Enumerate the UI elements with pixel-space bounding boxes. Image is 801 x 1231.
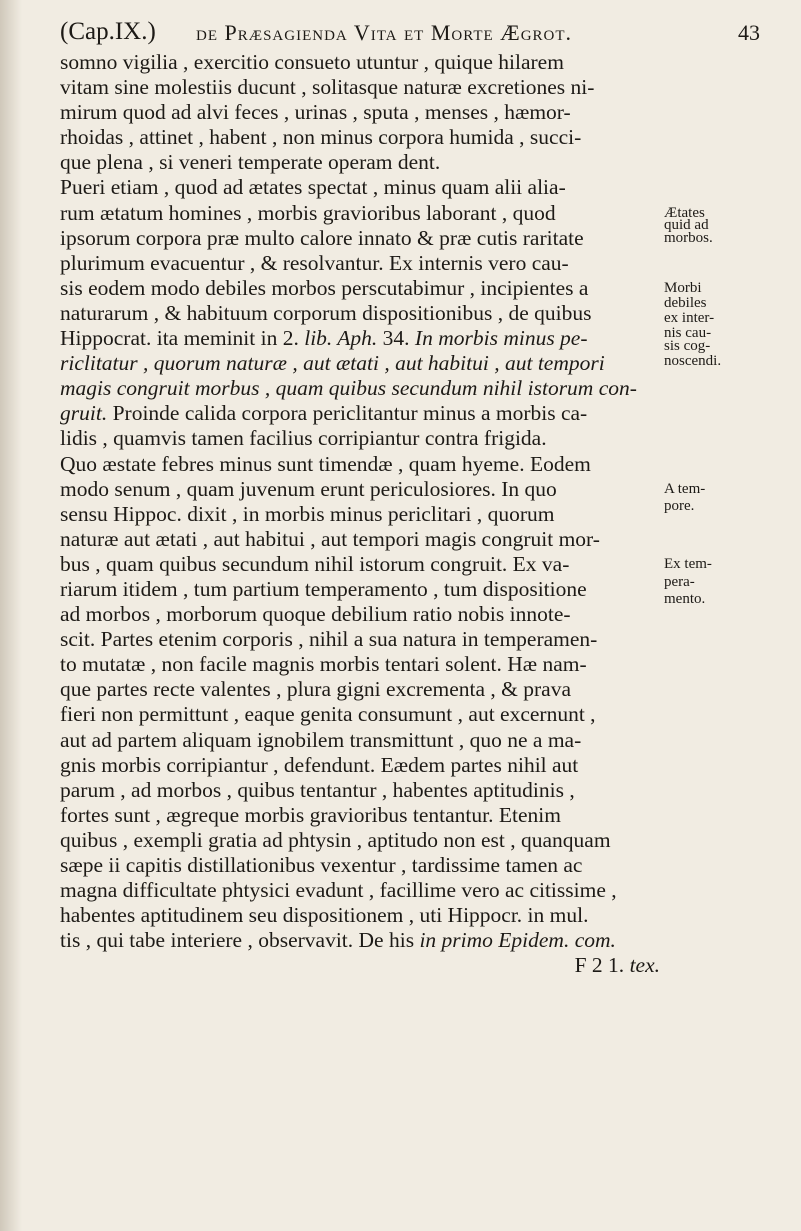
running-title: de Præsagienda Vita et Morte Ægrot.: [196, 20, 573, 45]
chapter-label: (Cap.IX.): [60, 18, 156, 45]
text-segment: Hippocrat. ita meminit in 2.: [60, 326, 305, 351]
margin-note: quid ad: [664, 217, 709, 234]
text-segment: rum ætatum homines , morbis gravioribus laborant , quod: [60, 200, 556, 225]
text-segment: F 2 1.: [574, 953, 630, 978]
text-segment: ipsorum corpora præ multo calore innato & præ cutis raritate: [60, 225, 584, 250]
text-line: [60, 577, 660, 602]
text-segment: parum , ad morbos , quibus tentantur , habentes aptitudinis ,: [60, 777, 575, 802]
text-segment: modo senum , quam juvenum erunt periculosiores. In quo: [60, 476, 557, 501]
text-segment: vitam sine molestiis ducunt , solitasque naturæ excretiones ni-: [60, 75, 595, 100]
text-segment: que partes recte valentes , plura gigni excrementa , & prava: [60, 677, 571, 702]
margin-note: Ex tem-: [664, 556, 712, 572]
text-segment: riarum itidem , tum partium temperamento , tum dispositione: [60, 576, 587, 601]
text-line: [60, 778, 660, 803]
text-segment: plurimum evacuentur , & resolvantur. Ex internis vero cau-: [60, 250, 569, 275]
text-line: [60, 276, 660, 301]
text-line: [60, 853, 660, 878]
text-line: [60, 125, 660, 150]
text-line: [60, 150, 660, 175]
margin-note: ex inter-: [664, 310, 715, 327]
text-line: [60, 728, 660, 753]
text-segment: 34.: [377, 326, 415, 351]
text-segment: sensu Hippoc. dixit , in morbis minus periclitari , quorum: [60, 501, 555, 526]
running-header: [60, 14, 760, 54]
text-segment: naturarum , & habituum corporum dispositionibus , de quibus: [60, 300, 592, 325]
text-line: [60, 753, 660, 778]
text-segment: sæpe ii capitis distillationibus vexentur , tardissime tamen ac: [60, 853, 583, 877]
text-line: [60, 251, 660, 276]
text-segment: scit. Partes etenim corporis , nihil a sua natura in temperamen-: [60, 627, 598, 652]
text-line: [60, 928, 660, 953]
italic-segment: gruit.: [60, 401, 108, 426]
text-line: [60, 878, 660, 903]
margin-note: A tem-: [664, 480, 706, 497]
text-line: [60, 201, 660, 226]
margin-note: nis cau-: [664, 325, 712, 342]
text-line: [60, 602, 660, 627]
italic-segment: riclitatur , quorum naturæ , aut ætati , aut habitui , aut tempori: [60, 351, 605, 376]
text-line: [60, 502, 660, 527]
italic-segment: magis congruit morbus , quam quibus secundum nihil istorum con-: [60, 376, 637, 401]
margin-note: Morbi: [664, 279, 702, 296]
text-segment: ad morbos , morborum quoque debilium ratio nobis innote-: [60, 602, 571, 627]
margin-note: mento.: [664, 591, 706, 608]
margin-note: noscendi.: [664, 352, 722, 369]
text-line: [60, 426, 660, 451]
text-line: [60, 452, 660, 477]
text-line: [60, 175, 660, 200]
main-text-block: [60, 50, 660, 978]
italic-segment: lib. Aph.: [304, 326, 378, 351]
text-segment: naturæ aut ætati , aut habitui , aut tempori magis congruit mor-: [60, 526, 600, 551]
italic-segment: In morbis minus pe-: [414, 326, 588, 351]
text-segment: fieri non permittunt , eaque genita consumunt , aut excernunt ,: [60, 702, 596, 727]
text-segment: mirum quod ad alvi feces , urinas , sputa , menses , hæmor-: [60, 100, 571, 125]
text-line: [60, 326, 660, 351]
italic-segment: tex.: [629, 953, 660, 978]
text-line: [60, 376, 660, 401]
text-line: [60, 627, 660, 652]
text-segment: Pueri etiam , quod ad ætates spectat , minus quam alii alia-: [60, 175, 566, 200]
text-segment: quibus , exempli gratia ad phtysin , aptitudo non est , quanquam: [60, 827, 611, 852]
margin-note: Ætates: [664, 204, 705, 221]
text-segment: to mutatæ , non facile magnis morbis tentari solent. Hæ nam-: [60, 652, 587, 677]
text-line: [60, 953, 660, 978]
text-line: [60, 401, 660, 426]
text-segment: magna difficultate phtysici evadunt , facillime vero ac citissime ,: [60, 878, 617, 903]
text-segment: Proinde calida corpora periclitantur minus a morbis ca-: [107, 401, 588, 426]
margin-note: pera-: [664, 573, 695, 590]
text-segment: sis eodem modo debiles morbos perscutabimur , incipientes a: [60, 275, 589, 300]
text-segment: lidis , quamvis tamen facilius corripiantur contra frigida.: [60, 426, 547, 451]
text-line: [60, 677, 660, 702]
text-segment: bus , quam quibus secundum nihil istorum congruit. Ex va-: [60, 551, 570, 576]
text-line: [60, 652, 660, 677]
text-segment: habentes aptitudinem seu dispositionem , uti Hippocr. in mul.: [60, 903, 589, 928]
text-line: [60, 301, 660, 326]
text-line: [60, 527, 660, 552]
text-line: [60, 552, 660, 577]
text-segment: somno vigilia , exercitio consueto utuntur , quique hilarem: [60, 50, 564, 74]
text-line: [60, 50, 660, 75]
text-segment: gnis morbis corripiantur , defendunt. Eædem partes nihil aut: [60, 752, 579, 777]
margin-note: morbos.: [664, 229, 713, 246]
text-line: [60, 226, 660, 251]
binding-shadow: [0, 0, 22, 1231]
text-segment: aut ad partem aliquam ignobilem transmittunt , quo ne a ma-: [60, 727, 582, 752]
margin-note: sis cog-: [664, 337, 711, 354]
text-segment: que plena , si veneri temperate operam dent.: [60, 150, 441, 175]
page-number: 43: [738, 20, 760, 45]
margin-note: debiles: [664, 294, 707, 311]
text-line: [60, 75, 660, 100]
text-segment: tis , qui tabe interiere , observavit. De his: [60, 928, 420, 953]
text-line: [60, 351, 660, 376]
text-line: [60, 477, 660, 502]
italic-segment: in primo Epidem. com.: [419, 928, 616, 953]
text-segment: fortes sunt , ægreque morbis gravioribus tentantur. Etenim: [60, 802, 561, 827]
text-line: [60, 903, 660, 928]
text-line: [60, 803, 660, 828]
text-line: [60, 100, 660, 125]
margin-note: pore.: [664, 498, 695, 515]
text-segment: rhoidas , attinet , habent , non minus corpora humida , succi-: [60, 125, 582, 150]
text-segment: Quo æstate febres minus sunt timendæ , quam hyeme. Eodem: [60, 451, 591, 476]
text-line: [60, 702, 660, 727]
text-line: [60, 828, 660, 853]
